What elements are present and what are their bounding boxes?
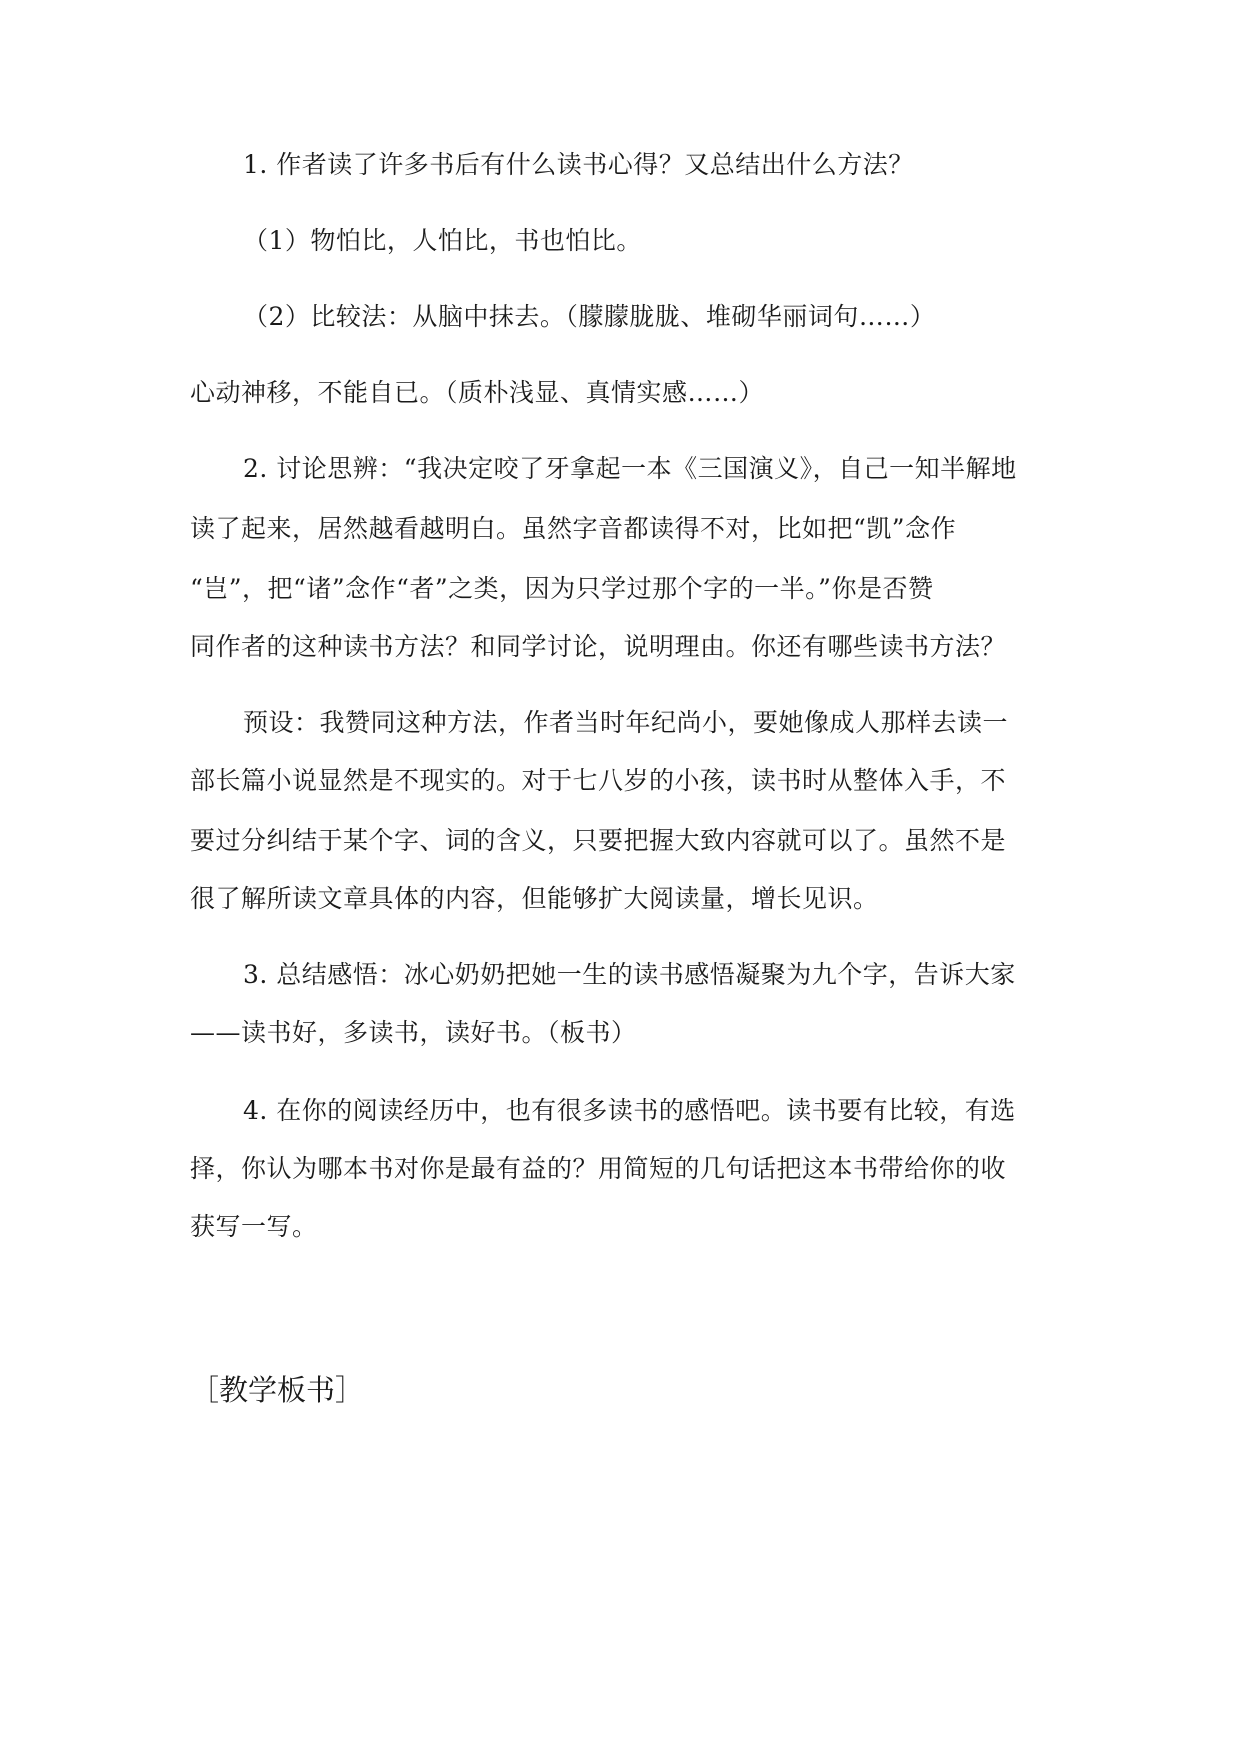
question-3-line-2: ——读书好，多读书，读好书。（板书） (190, 1018, 637, 1047)
question-2-line-2: 读了起来，居然越看越明白。虽然字音都读得不对，比如把“凯”念作 (190, 514, 957, 543)
section-heading: ［教学板书］ (190, 1373, 365, 1407)
answer-1-2-continued-line: 心动神移，不能自已。（质朴浅显、真情实感……） (190, 378, 765, 407)
question-2-line-1: 2. 讨论思辨：“我决定咬了牙拿起一本《三国演义》，自己一知半解地 (243, 454, 1017, 483)
question-3-line-1: 3. 总结感悟：冰心奶奶把她一生的读书感悟凝聚为九个字，告诉大家 (243, 960, 1016, 989)
question-4-line-1: 4. 在你的阅读经历中，也有很多读书的感悟吧。读书要有比较，有选 (243, 1096, 1016, 1125)
answer-1-1-line: （1）物怕比，人怕比，书也怕比。 (243, 226, 642, 255)
answer-1-2-line: （2）比较法：从脑中抹去。（朦朦胧胧、堆砌华丽词句……） (243, 302, 936, 331)
preset-line-2: 部长篇小说显然是不现实的。对于七八岁的小孩，读书时从整体入手，不 (190, 766, 1007, 795)
question-4-line-2: 择，你认为哪本书对你是最有益的？用简短的几句话把这本书带给你的收 (190, 1154, 1007, 1183)
preset-line-4: 很了解所读文章具体的内容，但能够扩大阅读量，增长见识。 (190, 884, 879, 913)
question-1-line: 1. 作者读了许多书后有什么读书心得？又总结出什么方法？ (243, 150, 914, 179)
question-2-line-4: 同作者的这种读书方法？和同学讨论，说明理由。你还有哪些读书方法？ (190, 632, 1007, 661)
question-2-line-3: “岂”，把“诸”念作“者”之类，因为只学过那个字的一半。”你是否赞 (190, 574, 934, 603)
preset-line-3: 要过分纠结于某个字、词的含义，只要把握大致内容就可以了。虽然不是 (190, 826, 1007, 855)
question-4-line-3: 获写一写。 (190, 1212, 318, 1241)
preset-line-1: 预设：我赞同这种方法，作者当时年纪尚小，要她像成人那样去读一 (243, 708, 1009, 737)
